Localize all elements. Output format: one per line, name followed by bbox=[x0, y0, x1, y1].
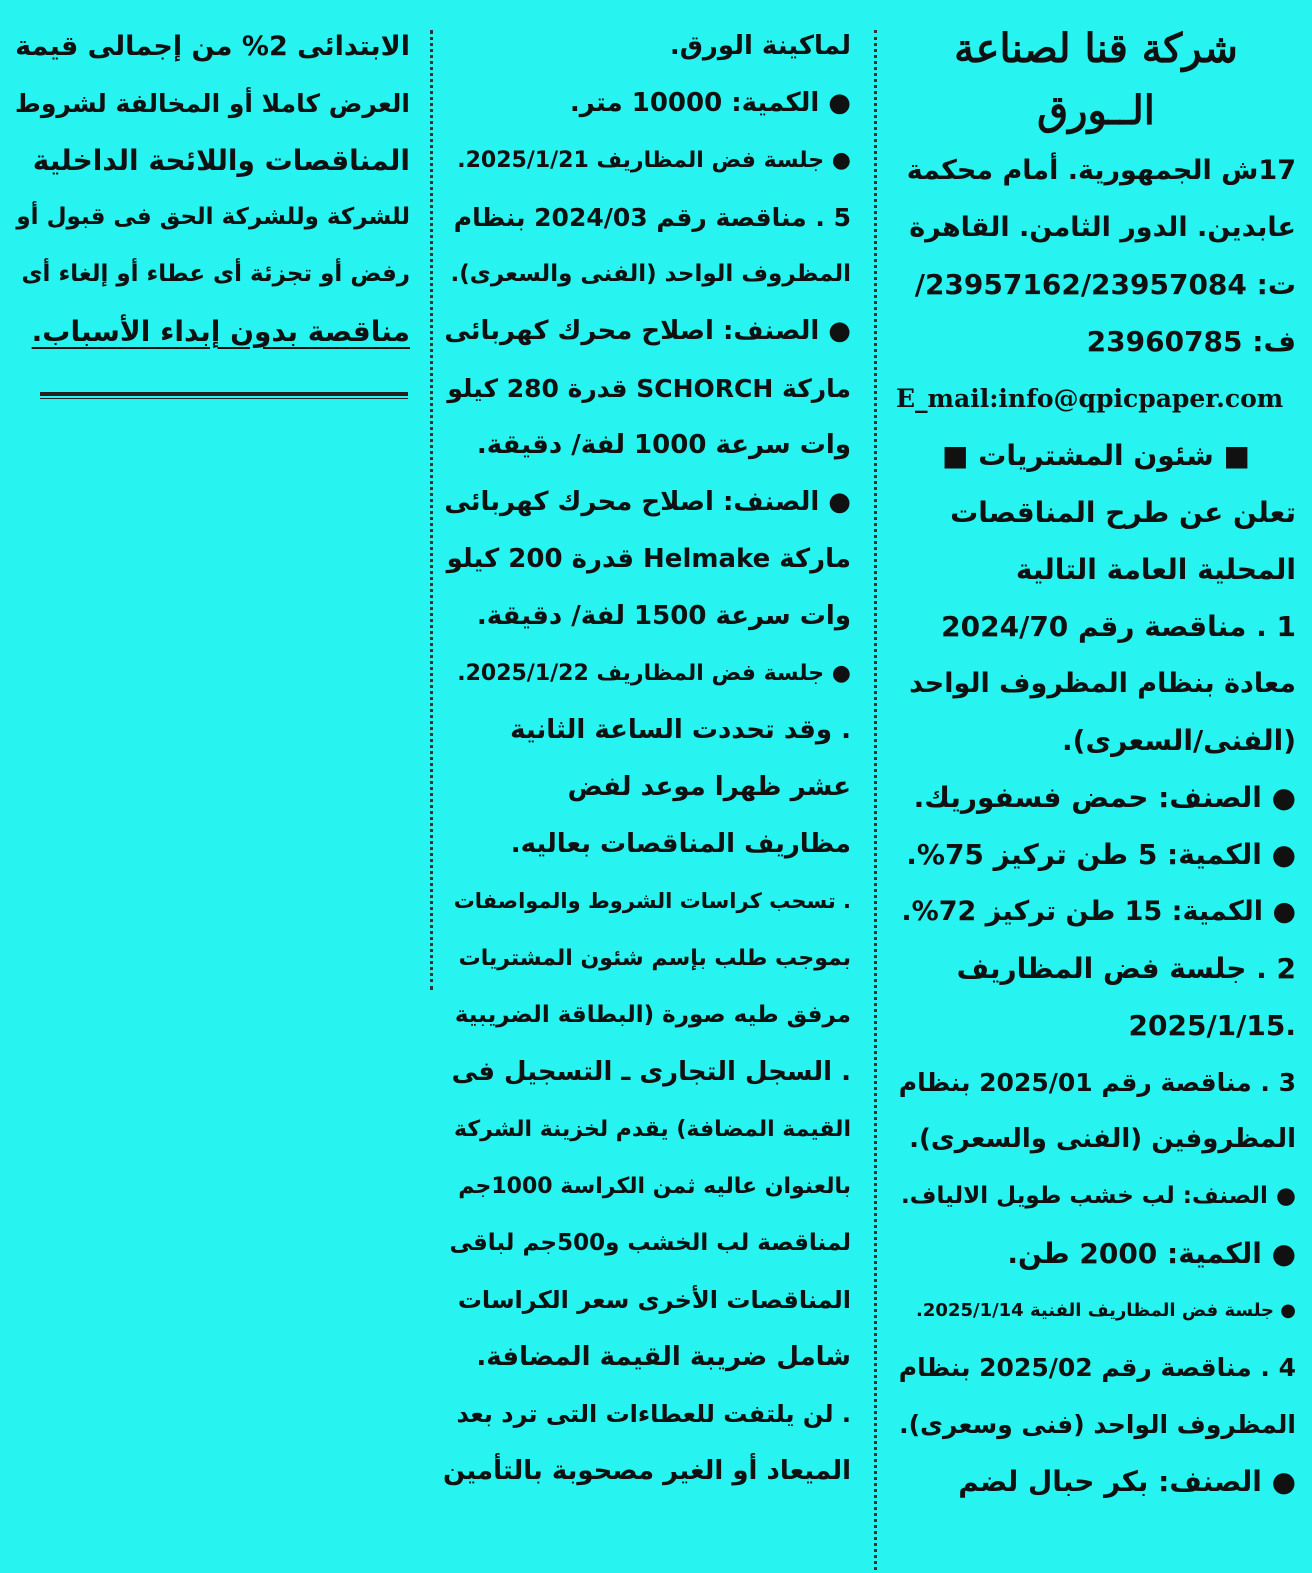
text-line: معادة بنظام المظروف الواحد bbox=[909, 668, 1296, 699]
text-line: 1 . مناقصة رقم 2024/70 bbox=[941, 610, 1296, 643]
text-line: وات سرعة 1000 لفة/ دقيقة. bbox=[476, 430, 851, 460]
end-rule bbox=[40, 392, 408, 396]
text-line: ● الصنف: اصلاح محرك كهربائى bbox=[444, 316, 851, 346]
text-line: . تسحب كراسات الشروط والمواصفات bbox=[453, 889, 851, 913]
text-line: مناقصة بدون إبداء الأسباب. bbox=[31, 315, 410, 348]
text-line: (الفنى/السعرى). bbox=[1062, 724, 1296, 757]
text-line: المناقصات الأخرى سعر الكراسات bbox=[457, 1286, 851, 1314]
text-line: . لن يلتفت للعطاءات التى ترد بعد bbox=[456, 1400, 851, 1428]
text-line: القيمة المضافة) يقدم لخزينة الشركة bbox=[454, 1117, 851, 1142]
company-name-line-2: الــورق bbox=[1037, 87, 1155, 134]
email-line: E_mail:info@qpicpaper.com bbox=[896, 384, 1284, 413]
text-line: ● الصنف: بكر حبال لضم bbox=[958, 1465, 1296, 1498]
text-line: بموجب طلب بإسم شئون المشتريات bbox=[458, 946, 851, 971]
text-line: ● الكمية: 5 طن تركيز 75%. bbox=[906, 838, 1296, 871]
text-line: ● الصنف: اصلاح محرك كهربائى bbox=[444, 487, 851, 517]
text-line: ● الكمية: 15 طن تركيز 72%. bbox=[901, 896, 1296, 927]
text-line: .2025/1/15 bbox=[1128, 1009, 1296, 1042]
text-line: الميعاد أو الغير مصحوبة بالتأمين bbox=[443, 1456, 851, 1486]
text-line: ماركة SCHORCH قدرة 280 كيلو bbox=[447, 374, 851, 403]
text-line: العرض كاملا أو المخالفة لشروط bbox=[14, 89, 410, 118]
text-line: عشر ظهرا موعد لفض bbox=[567, 772, 851, 802]
column-middle bbox=[443, 18, 851, 1500]
text-line: لمناقصة لب الخشب و500جم لباقى bbox=[449, 1230, 851, 1256]
text-line: تعلن عن طرح المناقصات bbox=[950, 496, 1296, 529]
text-line: رفض أو تجزئة أى عطاء أو إلغاء أى bbox=[21, 261, 410, 287]
text-line: ● جلسة فض المظاريف 2025/1/22. bbox=[457, 661, 851, 686]
fax-line: ف: 23960785 bbox=[1086, 325, 1296, 358]
text-line: ● جلسة فض المظاريف 2025/1/21. bbox=[457, 148, 851, 173]
text-line: المظروف الواحد (الفنى والسعرى). bbox=[450, 261, 851, 287]
text-line: ● الصنف: لب خشب طويل الالياف. bbox=[901, 1183, 1296, 1209]
text-line: ● الصنف: حمض فسفوريك. bbox=[913, 781, 1296, 814]
text-line: الابتدائى 2% من إجمالى قيمة bbox=[15, 31, 410, 62]
department-heading: ■ شئون المشتريات ■ bbox=[942, 439, 1250, 472]
text-line: للشركة وللشركة الحق فى قبول أو bbox=[16, 204, 410, 230]
text-line: 3 . مناقصة رقم 2025/01 بنظام bbox=[898, 1068, 1296, 1097]
text-line: ماركة Helmake قدرة 200 كيلو bbox=[446, 544, 851, 574]
right-column-body bbox=[896, 484, 1296, 1510]
address-line-2: عابدين. الدور الثامن. القاهرة bbox=[909, 212, 1296, 243]
left-column-body bbox=[10, 18, 410, 360]
company-name-line-1: شركة قنا لصناعة bbox=[954, 25, 1238, 72]
text-line: 2 . جلسة فض المظاريف bbox=[956, 952, 1296, 985]
text-line: ● الكمية: 10000 متر. bbox=[569, 88, 851, 118]
text-line: . وقد تحددت الساعة الثانية bbox=[510, 715, 851, 745]
address-line-1: 17ش الجمهورية. أمام محكمة bbox=[906, 155, 1296, 186]
phone-line: ت: 23957162/23957084/ bbox=[914, 268, 1296, 301]
text-line: مظاريف المناقصات بعاليه. bbox=[510, 829, 851, 859]
text-line: مرفق طيه صورة (البطاقة الضريبية bbox=[454, 1002, 851, 1028]
text-line: 5 . مناقصة رقم 2024/03 بنظام bbox=[453, 203, 851, 232]
end-rule bbox=[40, 398, 408, 399]
text-line: بالعنوان عاليه ثمن الكراسة 1000جم bbox=[458, 1174, 851, 1199]
middle-column-body bbox=[443, 18, 851, 1500]
column-left bbox=[10, 18, 410, 360]
text-line: المناقصات واللائحة الداخلية bbox=[32, 144, 410, 177]
text-line: شامل ضريبة القيمة المضافة. bbox=[476, 1342, 851, 1372]
column-divider bbox=[430, 30, 433, 990]
text-line: المحلية العامة التالية bbox=[1015, 553, 1296, 586]
text-line: وات سرعة 1500 لفة/ دقيقة. bbox=[476, 601, 851, 631]
text-line: . السجل التجارى ـ التسجيل فى bbox=[451, 1057, 851, 1087]
text-line: المظروف الواحد (فنى وسعرى). bbox=[899, 1410, 1296, 1439]
column-right bbox=[896, 18, 1296, 1510]
text-line: ● جلسة فض المظاريف الفنية 2025/1/14. bbox=[916, 1300, 1296, 1321]
text-line: المظروفين (الفنى والسعرى). bbox=[909, 1124, 1296, 1154]
text-line: لماكينة الورق. bbox=[669, 31, 851, 61]
text-line: 4 . مناقصة رقم 2025/02 بنظام bbox=[898, 1353, 1296, 1382]
text-line: ● الكمية: 2000 طن. bbox=[1007, 1237, 1296, 1270]
column-divider bbox=[874, 30, 877, 1570]
